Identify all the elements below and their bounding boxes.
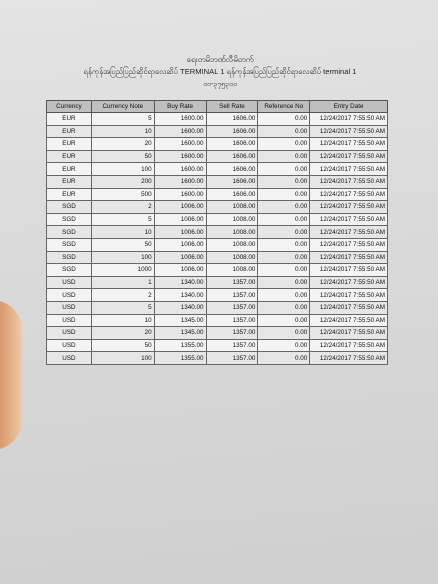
table-row	[47, 138, 388, 151]
cell-entry-date: 12/24/2017 7:55:50 AM	[310, 327, 388, 340]
table-row	[47, 301, 388, 314]
cell-sell-rate: 1606.00	[206, 150, 258, 163]
cell-buy-rate: 1006.00	[154, 226, 206, 239]
cell-entry-date: 12/24/2017 7:55:50 AM	[310, 314, 388, 327]
cell-reference-no: 0.00	[258, 339, 310, 352]
cell-entry-date: 12/24/2017 7:55:50 AM	[310, 238, 388, 251]
table-header-row	[47, 101, 388, 113]
table-row	[47, 238, 388, 251]
cell-currency: USD	[47, 327, 92, 340]
cell-currency-note: 1	[91, 276, 154, 289]
cell-buy-rate: 1600.00	[154, 138, 206, 151]
cell-currency-note: 10	[91, 226, 154, 239]
cell-currency: SGD	[47, 213, 92, 226]
header-currency: Currency	[47, 101, 92, 113]
cell-currency-note: 200	[91, 175, 154, 188]
cell-sell-rate: 1606.00	[206, 175, 258, 188]
cell-entry-date: 12/24/2017 7:55:50 AM	[310, 339, 388, 352]
cell-currency-note: 5	[91, 113, 154, 126]
cell-sell-rate: 1606.00	[206, 138, 258, 151]
cell-currency: USD	[47, 314, 92, 327]
cell-reference-no: 0.00	[258, 213, 310, 226]
cell-buy-rate: 1340.00	[154, 289, 206, 302]
cell-buy-rate: 1600.00	[154, 125, 206, 138]
cell-reference-no: 0.00	[258, 201, 310, 214]
cell-currency: SGD	[47, 238, 92, 251]
header-currency-note: Currency Note	[91, 101, 154, 113]
cell-sell-rate: 1357.00	[206, 289, 258, 302]
cell-buy-rate: 1006.00	[154, 251, 206, 264]
cell-currency: USD	[47, 276, 92, 289]
cell-buy-rate: 1600.00	[154, 188, 206, 201]
table-row	[47, 289, 388, 302]
header-reference-no: Reference No	[258, 101, 310, 113]
cell-currency-note: 20	[91, 327, 154, 340]
table-row	[47, 339, 388, 352]
table-row	[47, 113, 388, 126]
cell-sell-rate: 1357.00	[206, 327, 258, 340]
cell-sell-rate: 1008.00	[206, 264, 258, 277]
cell-currency-note: 100	[91, 352, 154, 365]
cell-buy-rate: 1340.00	[154, 301, 206, 314]
cell-sell-rate: 1357.00	[206, 352, 258, 365]
cell-sell-rate: 1606.00	[206, 125, 258, 138]
table-row	[47, 125, 388, 138]
cell-currency: EUR	[47, 138, 92, 151]
cell-sell-rate: 1008.00	[206, 201, 258, 214]
cell-buy-rate: 1006.00	[154, 201, 206, 214]
cell-buy-rate: 1345.00	[154, 314, 206, 327]
cell-entry-date: 12/24/2017 7:55:50 AM	[310, 138, 388, 151]
cell-sell-rate: 1008.00	[206, 238, 258, 251]
cell-entry-date: 12/24/2017 7:55:50 AM	[310, 175, 388, 188]
cell-entry-date: 12/24/2017 7:55:50 AM	[310, 289, 388, 302]
cell-currency: EUR	[47, 150, 92, 163]
cell-currency: USD	[47, 289, 92, 302]
cell-reference-no: 0.00	[258, 301, 310, 314]
cell-currency: SGD	[47, 201, 92, 214]
cell-currency: USD	[47, 352, 92, 365]
cell-currency-note: 1000	[91, 264, 154, 277]
cell-sell-rate: 1357.00	[206, 314, 258, 327]
cell-entry-date: 12/24/2017 7:55:50 AM	[310, 201, 388, 214]
cell-reference-no: 0.00	[258, 125, 310, 138]
cell-currency: EUR	[47, 125, 92, 138]
table-row	[47, 188, 388, 201]
cell-reference-no: 0.00	[258, 113, 310, 126]
table-row	[47, 226, 388, 239]
cell-entry-date: 12/24/2017 7:55:50 AM	[310, 188, 388, 201]
cell-sell-rate: 1357.00	[206, 301, 258, 314]
cell-buy-rate: 1006.00	[154, 213, 206, 226]
cell-currency: SGD	[47, 251, 92, 264]
cell-currency-note: 5	[91, 301, 154, 314]
finger-holding-paper	[0, 300, 22, 450]
cell-sell-rate: 1008.00	[206, 226, 258, 239]
header-buy-rate: Buy Rate	[154, 101, 206, 113]
table-row	[47, 201, 388, 214]
cell-currency: SGD	[47, 264, 92, 277]
exchange-rate-table	[46, 100, 388, 365]
cell-sell-rate: 1606.00	[206, 163, 258, 176]
cell-reference-no: 0.00	[258, 327, 310, 340]
table-row	[47, 251, 388, 264]
table-row	[47, 352, 388, 365]
cell-currency-note: 10	[91, 125, 154, 138]
header-entry-date: Entry Date	[310, 101, 388, 113]
header-sell-rate: Sell Rate	[206, 101, 258, 113]
cell-entry-date: 12/24/2017 7:55:50 AM	[310, 301, 388, 314]
cell-buy-rate: 1006.00	[154, 238, 206, 251]
cell-entry-date: 12/24/2017 7:55:50 AM	[310, 113, 388, 126]
cell-currency-note: 10	[91, 314, 154, 327]
cell-reference-no: 0.00	[258, 264, 310, 277]
table-row	[47, 276, 388, 289]
cell-buy-rate: 1600.00	[154, 175, 206, 188]
cell-buy-rate: 1600.00	[154, 163, 206, 176]
cell-entry-date: 12/24/2017 7:55:50 AM	[310, 213, 388, 226]
table-row	[47, 314, 388, 327]
cell-entry-date: 12/24/2017 7:55:50 AM	[310, 276, 388, 289]
table-row	[47, 213, 388, 226]
cell-currency: EUR	[47, 188, 92, 201]
cell-sell-rate: 1008.00	[206, 251, 258, 264]
cell-reference-no: 0.00	[258, 238, 310, 251]
cell-reference-no: 0.00	[258, 314, 310, 327]
cell-entry-date: 12/24/2017 7:55:50 AM	[310, 163, 388, 176]
cell-sell-rate: 1357.00	[206, 339, 258, 352]
cell-currency-note: 500	[91, 188, 154, 201]
cell-reference-no: 0.00	[258, 251, 310, 264]
cell-reference-no: 0.00	[258, 150, 310, 163]
table-row	[47, 163, 388, 176]
cell-entry-date: 12/24/2017 7:55:50 AM	[310, 251, 388, 264]
cell-entry-date: 12/24/2017 7:55:50 AM	[310, 352, 388, 365]
cell-buy-rate: 1600.00	[154, 113, 206, 126]
document-title: ရေးတမိဘဏ်လီမိတက်	[186, 55, 254, 64]
cell-reference-no: 0.00	[258, 289, 310, 302]
cell-buy-rate: 1600.00	[154, 150, 206, 163]
cell-reference-no: 0.00	[258, 226, 310, 239]
cell-entry-date: 12/24/2017 7:55:50 AM	[310, 125, 388, 138]
cell-buy-rate: 1355.00	[154, 339, 206, 352]
cell-currency-note: 2	[91, 201, 154, 214]
cell-currency: EUR	[47, 175, 92, 188]
cell-entry-date: 12/24/2017 7:55:50 AM	[310, 150, 388, 163]
cell-reference-no: 0.00	[258, 188, 310, 201]
cell-currency-note: 100	[91, 163, 154, 176]
cell-entry-date: 12/24/2017 7:55:50 AM	[310, 226, 388, 239]
cell-sell-rate: 1606.00	[206, 188, 258, 201]
cell-buy-rate: 1006.00	[154, 264, 206, 277]
cell-reference-no: 0.00	[258, 163, 310, 176]
table-row	[47, 175, 388, 188]
cell-reference-no: 0.00	[258, 138, 310, 151]
cell-currency: SGD	[47, 226, 92, 239]
cell-currency-note: 2	[91, 289, 154, 302]
cell-currency-note: 50	[91, 339, 154, 352]
document-code: ၀၀-၃၇၅၃၀၀	[203, 81, 237, 88]
cell-buy-rate: 1345.00	[154, 327, 206, 340]
table-row	[47, 264, 388, 277]
cell-currency: EUR	[47, 163, 92, 176]
cell-reference-no: 0.00	[258, 276, 310, 289]
cell-sell-rate: 1357.00	[206, 276, 258, 289]
cell-reference-no: 0.00	[258, 175, 310, 188]
document-subtitle: ရန်ကုန်အပြည်ပြည်ဆိုင်ရာလေဆိပ် TERMINAL 1 ရန်ကုန်အပြည်ပြည်ဆိုင်ရာလေဆိပ် terminal 1	[83, 67, 357, 76]
cell-currency: EUR	[47, 113, 92, 126]
table-row	[47, 150, 388, 163]
cell-sell-rate: 1008.00	[206, 213, 258, 226]
cell-currency-note: 50	[91, 150, 154, 163]
cell-currency: USD	[47, 301, 92, 314]
cell-currency-note: 100	[91, 251, 154, 264]
cell-reference-no: 0.00	[258, 352, 310, 365]
cell-currency-note: 5	[91, 213, 154, 226]
table-body	[47, 113, 388, 365]
cell-buy-rate: 1340.00	[154, 276, 206, 289]
table-row	[47, 327, 388, 340]
cell-currency-note: 20	[91, 138, 154, 151]
cell-entry-date: 12/24/2017 7:55:50 AM	[310, 264, 388, 277]
cell-sell-rate: 1606.00	[206, 113, 258, 126]
cell-currency-note: 50	[91, 238, 154, 251]
cell-currency: USD	[47, 339, 92, 352]
cell-buy-rate: 1355.00	[154, 352, 206, 365]
